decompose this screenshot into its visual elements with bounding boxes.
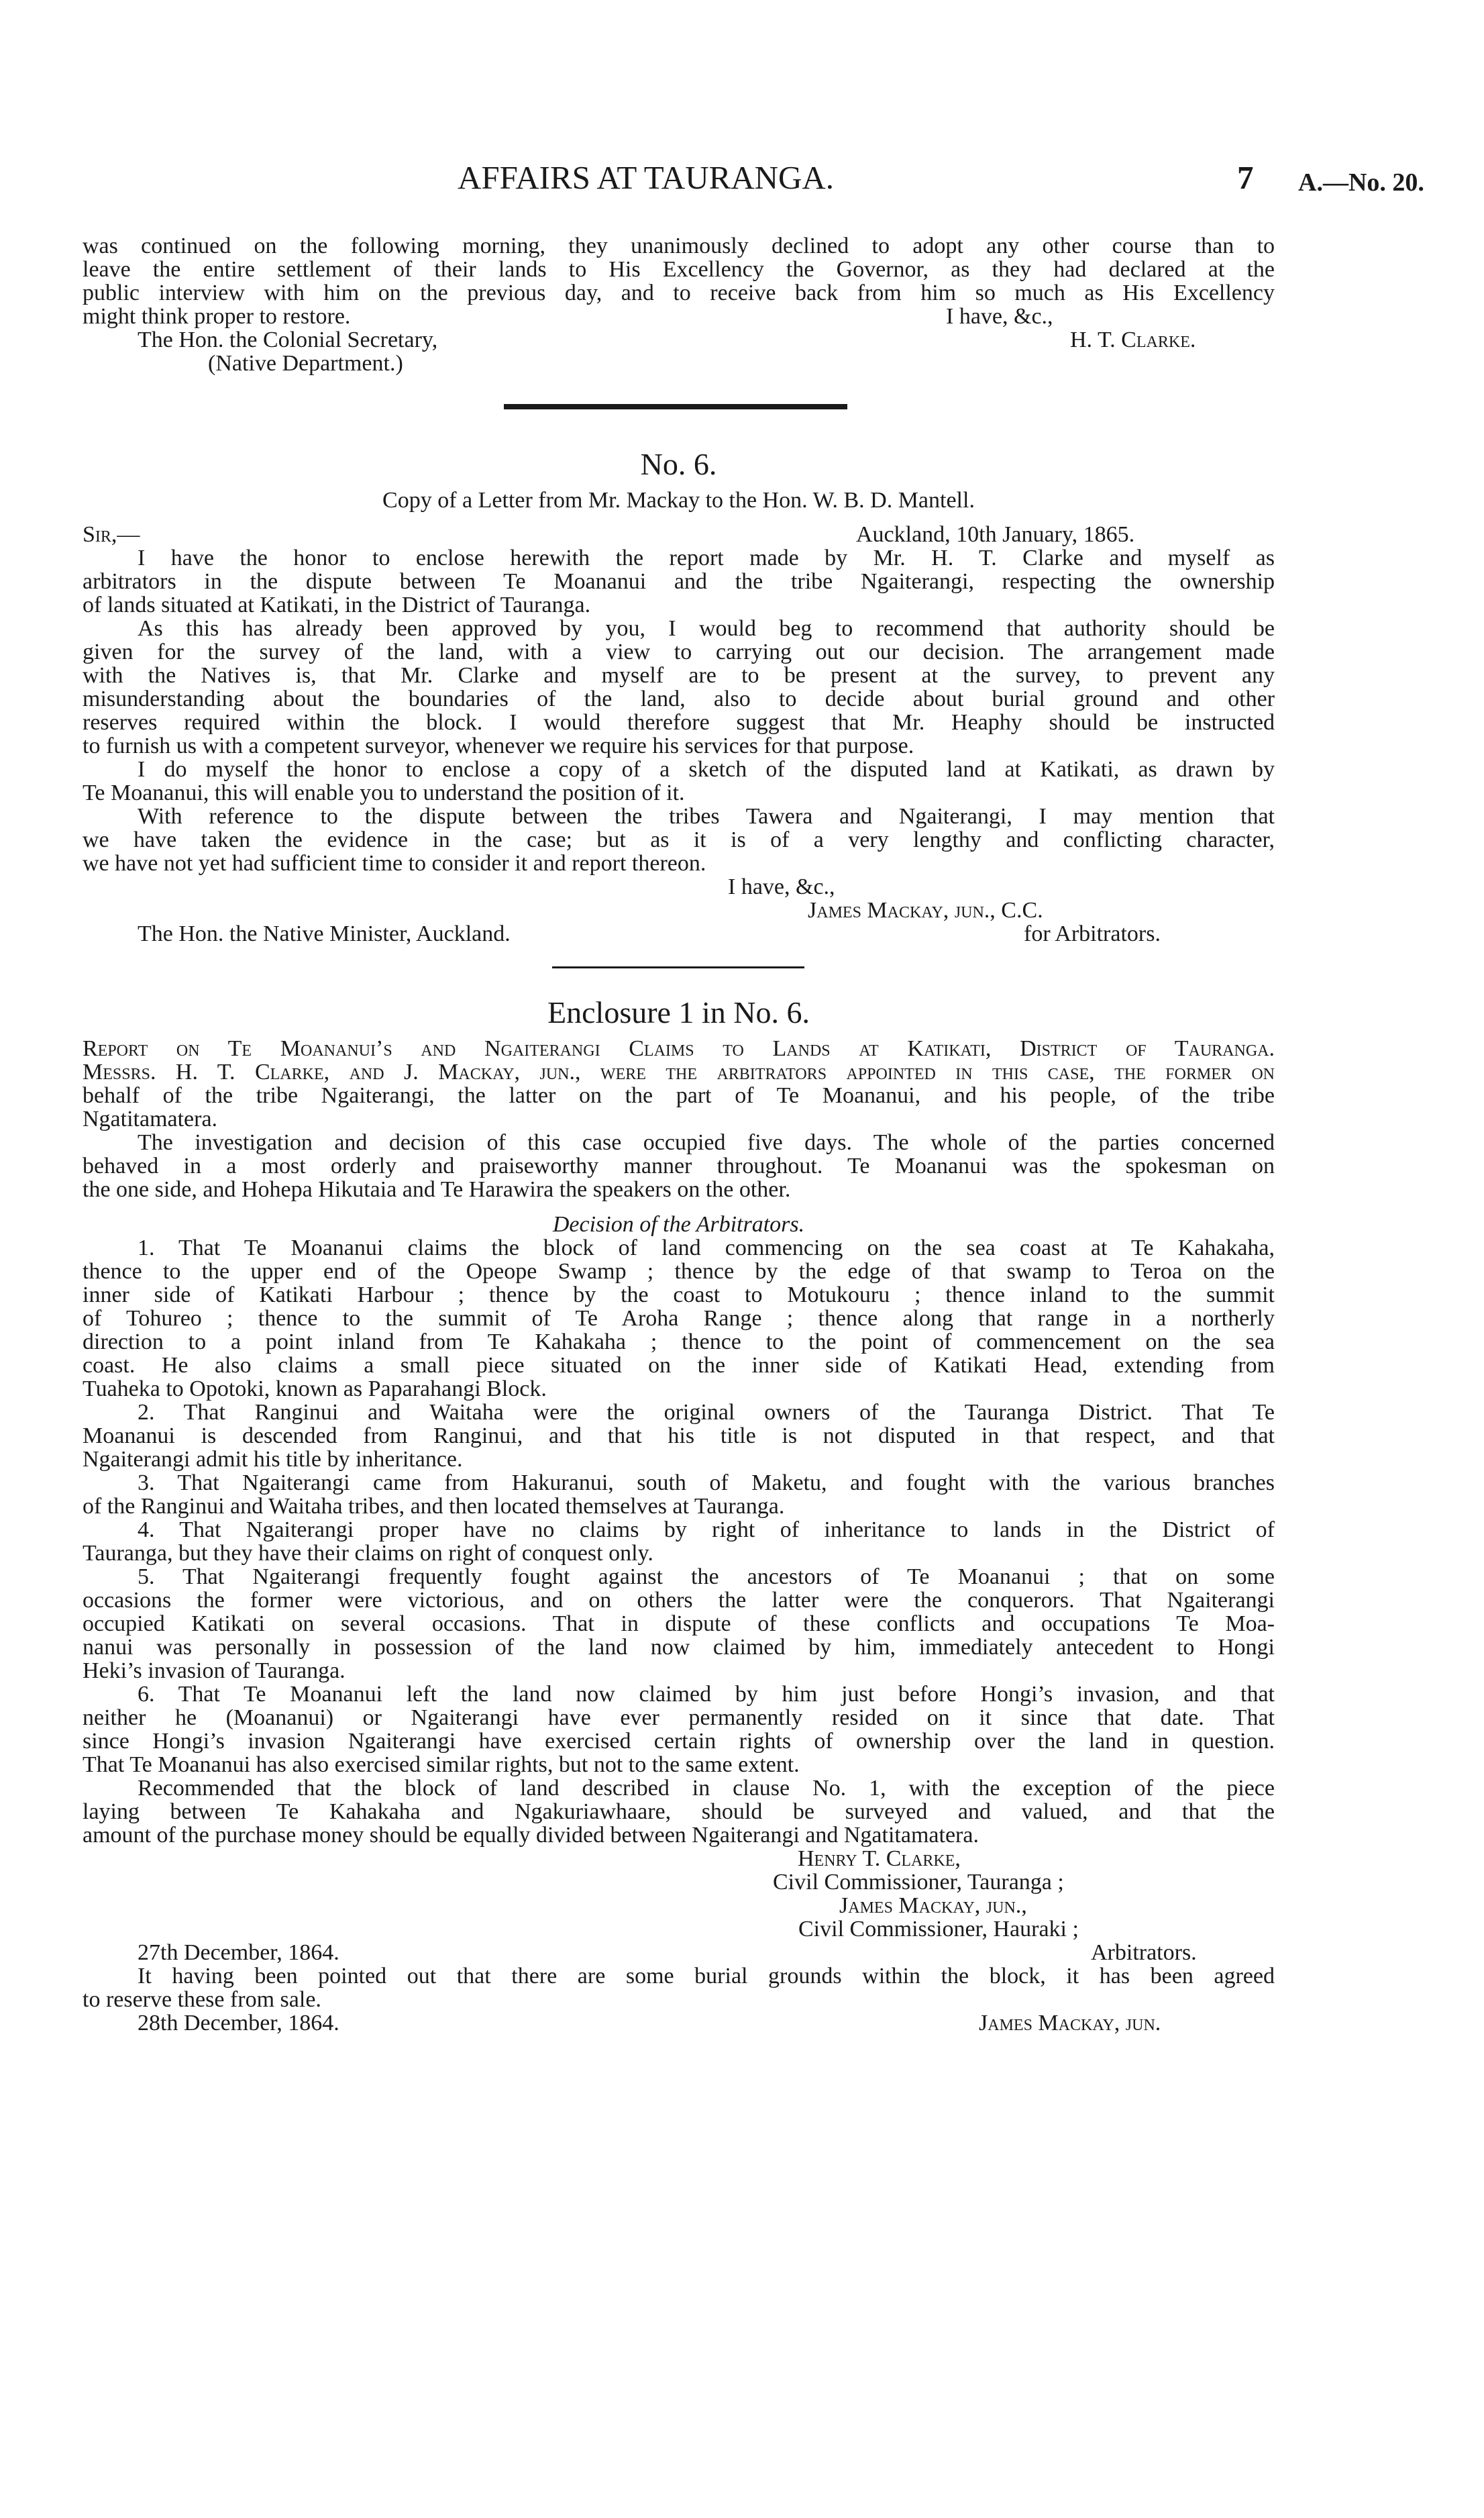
signatory-role: Arbitrators. [1091,1940,1197,1965]
text-line: might think proper to restore. [83,304,351,329]
subsection-heading: Decision of the Arbitrators. [552,1212,805,1237]
text-line: That Te Moananui has also exercised similar rights, but not to the same extent. [83,1752,800,1777]
text-line: the one side, and Hohepa Hikutaia and Te Harawira the speakers on the other. [83,1177,791,1202]
signatory: James Mackay, jun., [839,1893,1027,1918]
text-line: inner side of Katikati Harbour ; thence by the coast to Motukouru ; thence inland to the summit [83,1282,1275,1307]
text-line: of Tohureo ; thence to the summit of Te Aroha Range ; thence along that range in a northerly [83,1306,1275,1331]
salutation: Sir,— [83,522,140,547]
text-line: As this has already been approved by you, I would beg to recommend that authority should be [138,616,1275,641]
signatory-title: Civil Commissioner, Tauranga ; [773,1870,1064,1895]
text-line: given for the survey of the land, with a view to carrying out our decision. The arrangement made [83,640,1275,664]
text-line: public interview with him on the previous day, and to receive back from him so much as His Excellency [83,281,1275,305]
section-heading: No. 6. [640,447,717,481]
text-line: laying between Te Kahakaha and Ngakuriawhaare, should be surveyed and valued, and that the [83,1799,1275,1824]
text-line: we have not yet had sufficient time to consider it and report thereon. [83,851,706,876]
addressee: The Hon. the Colonial Secretary, [138,328,438,352]
signatory: H. T. Clarke. [1070,328,1196,352]
text-line: neither he (Moananui) or Ngaiterangi have ever permanently resided on it since that date. That [83,1705,1275,1730]
letter-date: Auckland, 10th January, 1865. [856,522,1135,547]
text-line: With reference to the dispute between the tribes Tawera and Ngaiterangi, I may mention that [138,804,1275,829]
signatory: James Mackay, jun. [979,2011,1161,2035]
text-line: occupied Katikati on several occasions. That in dispute of these conflicts and occupations Te Moa- [83,1611,1275,1636]
text-line: Ngatitamatera. [83,1107,218,1131]
signatory: James Mackay, jun., C.C. [808,898,1043,923]
text-line: direction to a point inland from Te Kahakaha ; thence to the point of commencement on the sea [83,1329,1275,1354]
text-line: 5. That Ngaiterangi frequently fought against the ancestors of Te Moananui ; that on some [138,1564,1275,1589]
text-line: leave the entire settlement of their lands to His Excellency the Governor, as they had declared at the [83,257,1275,282]
text-line: 1. That Te Moananui claims the block of land commencing on the sea coast at Te Kahakaha, [138,1236,1275,1260]
text-line: coast. He also claims a small piece situated on the inner side of Katikati Head, extending from [83,1353,1275,1378]
closing-phrase: I have, &c., [946,304,1053,329]
document-reference: A.—No. 20. [1298,168,1424,197]
letter-subheading: Copy of a Letter from Mr. Mackay to the Hon. W. B. D. Mantell. [382,488,975,513]
text-line: Moananui is descended from Ranginui, and that his title is not disputed in that respect, and that [83,1423,1275,1448]
text-line: Tuaheka to Opotoki, known as Paparahangi Block. [83,1376,547,1401]
text-line: Te Moananui, this will enable you to understand the position of it. [83,780,685,805]
text-line: to furnish us with a competent surveyor, whenever we require his services for that purpose. [83,734,914,758]
text-line: 2. That Ranginui and Waitaha were the original owners of the Tauranga District. That Te [138,1400,1275,1425]
text-line: I have the honor to enclose herewith the report made by Mr. H. T. Clarke and myself as [138,546,1275,570]
text-line: The investigation and decision of this case occupied five days. The whole of the parties concerned [138,1130,1275,1155]
text-line: thence to the upper end of the Opeope Swamp ; thence by the edge of that swamp to Teroa on the [83,1259,1275,1284]
section-divider [504,404,847,409]
text-line: behalf of the tribe Ngaiterangi, the latter on the part of Te Moananui, and his people, of the tribe [83,1083,1275,1108]
text-line: Messrs. H. T. Clarke, and J. Mackay, jun., were the arbitrators appointed in this case, the former on [83,1060,1275,1085]
text-line: behaved in a most orderly and praiseworthy manner throughout. Te Moananui was the spokesman on [83,1154,1275,1178]
text-line: nanui was personally in possession of the land now claimed by him, immediately antecedent to Hongi [83,1635,1275,1660]
text-line: we have taken the evidence in the case; but as it is of a very lengthy and conflicting character, [83,827,1275,852]
text-line: since Hongi’s invasion Ngaiterangi have exercised certain rights of ownership over the land in question. [83,1729,1275,1754]
addressee-department: (Native Department.) [208,351,403,376]
text-line: arbitrators in the dispute between Te Moananui and the tribe Ngaiterangi, respecting the ownership [83,569,1275,594]
text-line: of lands situated at Katikati, in the District of Tauranga. [83,593,591,617]
text-line: of the Ranginui and Waitaha tribes, and then located themselves at Tauranga. [83,1494,785,1519]
text-line: Heki’s invasion of Tauranga. [83,1658,346,1683]
signatory-role: for Arbitrators. [1024,921,1161,946]
signatory: Henry T. Clarke, [798,1846,961,1871]
text-line: with the Natives is, that Mr. Clarke and myself are to be present at the survey, to prevent any [83,663,1275,688]
report-title: Report on Te Moananui’s and Ngaiterangi Claims to Lands at Katikati, District of Tauranga. [83,1036,1275,1061]
text-line: occasions the former were victorious, and on others the latter were the conquerors. That Ngaiterangi [83,1588,1275,1613]
text-line: I do myself the honor to enclose a copy of a sketch of the disputed land at Katikati, as drawn by [138,757,1275,782]
text-line: It having been pointed out that there are some burial grounds within the block, it has been agreed [138,1964,1275,1988]
text-line: Tauranga, but they have their claims on right of conquest only. [83,1541,653,1566]
section-divider [552,966,804,968]
text-line: 6. That Te Moananui left the land now claimed by him just before Hongi’s invasion, and that [138,1682,1275,1707]
section-heading: Enclosure 1 in No. 6. [547,995,810,1029]
text-line: Ngaiterangi admit his title by inheritance. [83,1447,463,1472]
closing-phrase: I have, &c., [728,874,835,899]
text-line: Recommended that the block of land described in clause No. 1, with the exception of the piece [138,1776,1275,1801]
text-line: reserves required within the block. I would therefore suggest that Mr. Heaphy should be instructed [83,710,1275,735]
text-line: misunderstanding about the boundaries of the land, also to decide about burial ground and other [83,687,1275,711]
text-line: 3. That Ngaiterangi came from Hakuranui, south of Maketu, and fought with the various branches [138,1470,1275,1495]
text-line: amount of the purchase money should be equally divided between Ngaiterangi and Ngatitamatera. [83,1823,979,1848]
signatory-title: Civil Commissioner, Hauraki ; [798,1917,1079,1942]
text-line: to reserve these from sale. [83,1987,321,2012]
report-date: 27th December, 1864. [138,1940,339,1965]
addressee: The Hon. the Native Minister, Auckland. [138,921,511,946]
text-line: was continued on the following morning, they unanimously declined to adopt any other course than to [83,234,1275,258]
postscript-date: 28th December, 1864. [138,2011,339,2035]
page-header-title: AFFAIRS AT TAURANGA. [458,159,835,196]
page-number: 7 [1237,159,1254,196]
text-line: 4. That Ngaiterangi proper have no claims by right of inheritance to lands in the District of [138,1517,1275,1542]
